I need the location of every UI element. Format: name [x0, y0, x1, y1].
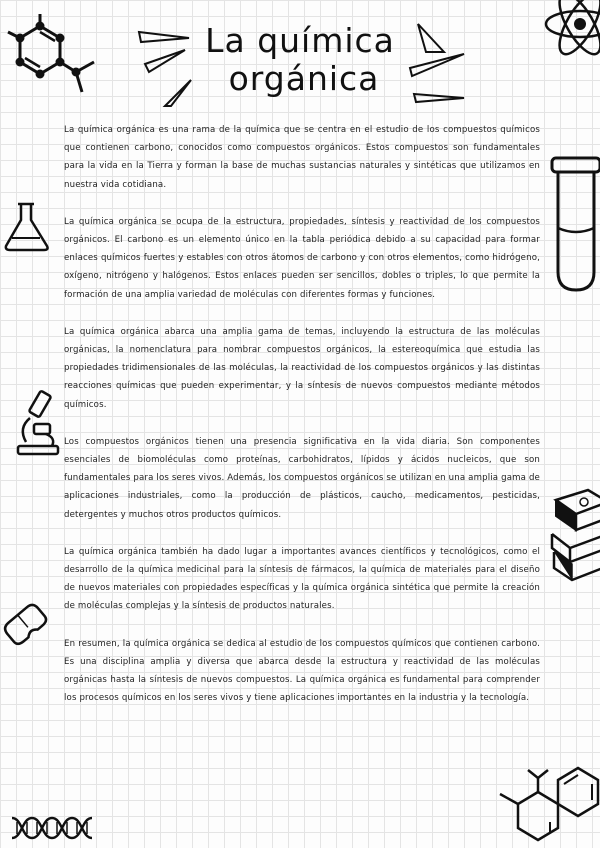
benzene-structure-icon	[494, 762, 600, 848]
paragraph-5: La química orgánica también ha dado lugar a importantes avances científicos y tecnológicos, como el desarrollo de la química medicinal para la síntesis de fármacos, la química de materiales para el diseño de nuevos materiales con propiedades específicas y la química orgánica sintética que permite la creación de moléculas complejas y la síntesis de productos naturales.	[64, 546, 540, 612]
atom-icon	[540, 0, 600, 62]
title-line-2: orgánica	[228, 59, 380, 98]
paragraph-6: En resumen, la química orgánica se dedica al estudio de los compuestos químicos que contienen carbono. Es una disciplina amplia y diversa que abarca desde la estructura y reactividad de las moléculas orgánicas hasta la síntesis de nuevos compuestos. La química orgánica es fundamental para comprender los procesos químicos en los seres vivos y tiene aplicaciones importantes en la industria y la tecnología.	[64, 638, 540, 704]
goggles-icon	[2, 598, 50, 652]
flask-icon	[2, 200, 52, 252]
paragraph-2: La química orgánica se ocupa de la estructura, propiedades, síntesis y reactividad de los compuestos orgánicos. El carbono es un elemento único en la tabla periódica debido a su capacidad para formar enlaces químicos fuertes y estables con otros átomos de carbono y con otros elementos, como hidrógeno, oxígeno, nitrógeno y halógenos. Estos enlaces pueden ser sencillos, dobles o triples, lo que permite la formación de una amplia variedad de moléculas con diferentes formas y funciones.	[64, 216, 540, 300]
books-icon	[548, 486, 600, 582]
paragraph-4: Los compuestos orgánicos tienen una presencia significativa en la vida diaria. Son componentes esenciales de biomoléculas como proteínas, carbohidratos, lípidos y ácidos nucleicos, que son fundamentales para los seres vivos. Además, los compuestos orgánicos se utilizan en una amplia gama de aplicaciones industriales, como la producción de plásticos, caucho, medicamentos, pesticidas, detergentes y muchos otros productos químicos.	[64, 436, 540, 520]
title-line-1: La química	[205, 21, 395, 60]
paragraph-1: La química orgánica es una rama de la química que se centra en el estudio de los compuestos químicos que contienen carbono, conocidos como compuestos orgánicos. Estos compuestos son fundamentales para la vida en la Tierra y forman la base de muchas sustancias naturales y sintéticas que utilizamos en nuestra vida cotidiana.	[64, 125, 540, 190]
burst-lines-icon	[398, 22, 468, 106]
body-text	[64, 121, 540, 726]
microscope-icon	[12, 388, 62, 458]
molecule-icon	[4, 12, 100, 98]
test-tube-icon	[548, 148, 600, 298]
burst-lines-icon	[135, 28, 197, 108]
paragraph-3: La química orgánica abarca una amplia gama de temas, incluyendo la estructura de las moléculas orgánicas, la nomenclatura para nombrar compuestos orgánicos, la estereoquímica que estudia las propiedades tridimensionales de las moléculas, la reactividad de los compuestos orgánicos y las distintas reacciones químicas que pueden experimentar, y la síntesis de nuevos compuestos mediante métodos químicos.	[64, 326, 540, 410]
dna-icon	[10, 814, 98, 842]
